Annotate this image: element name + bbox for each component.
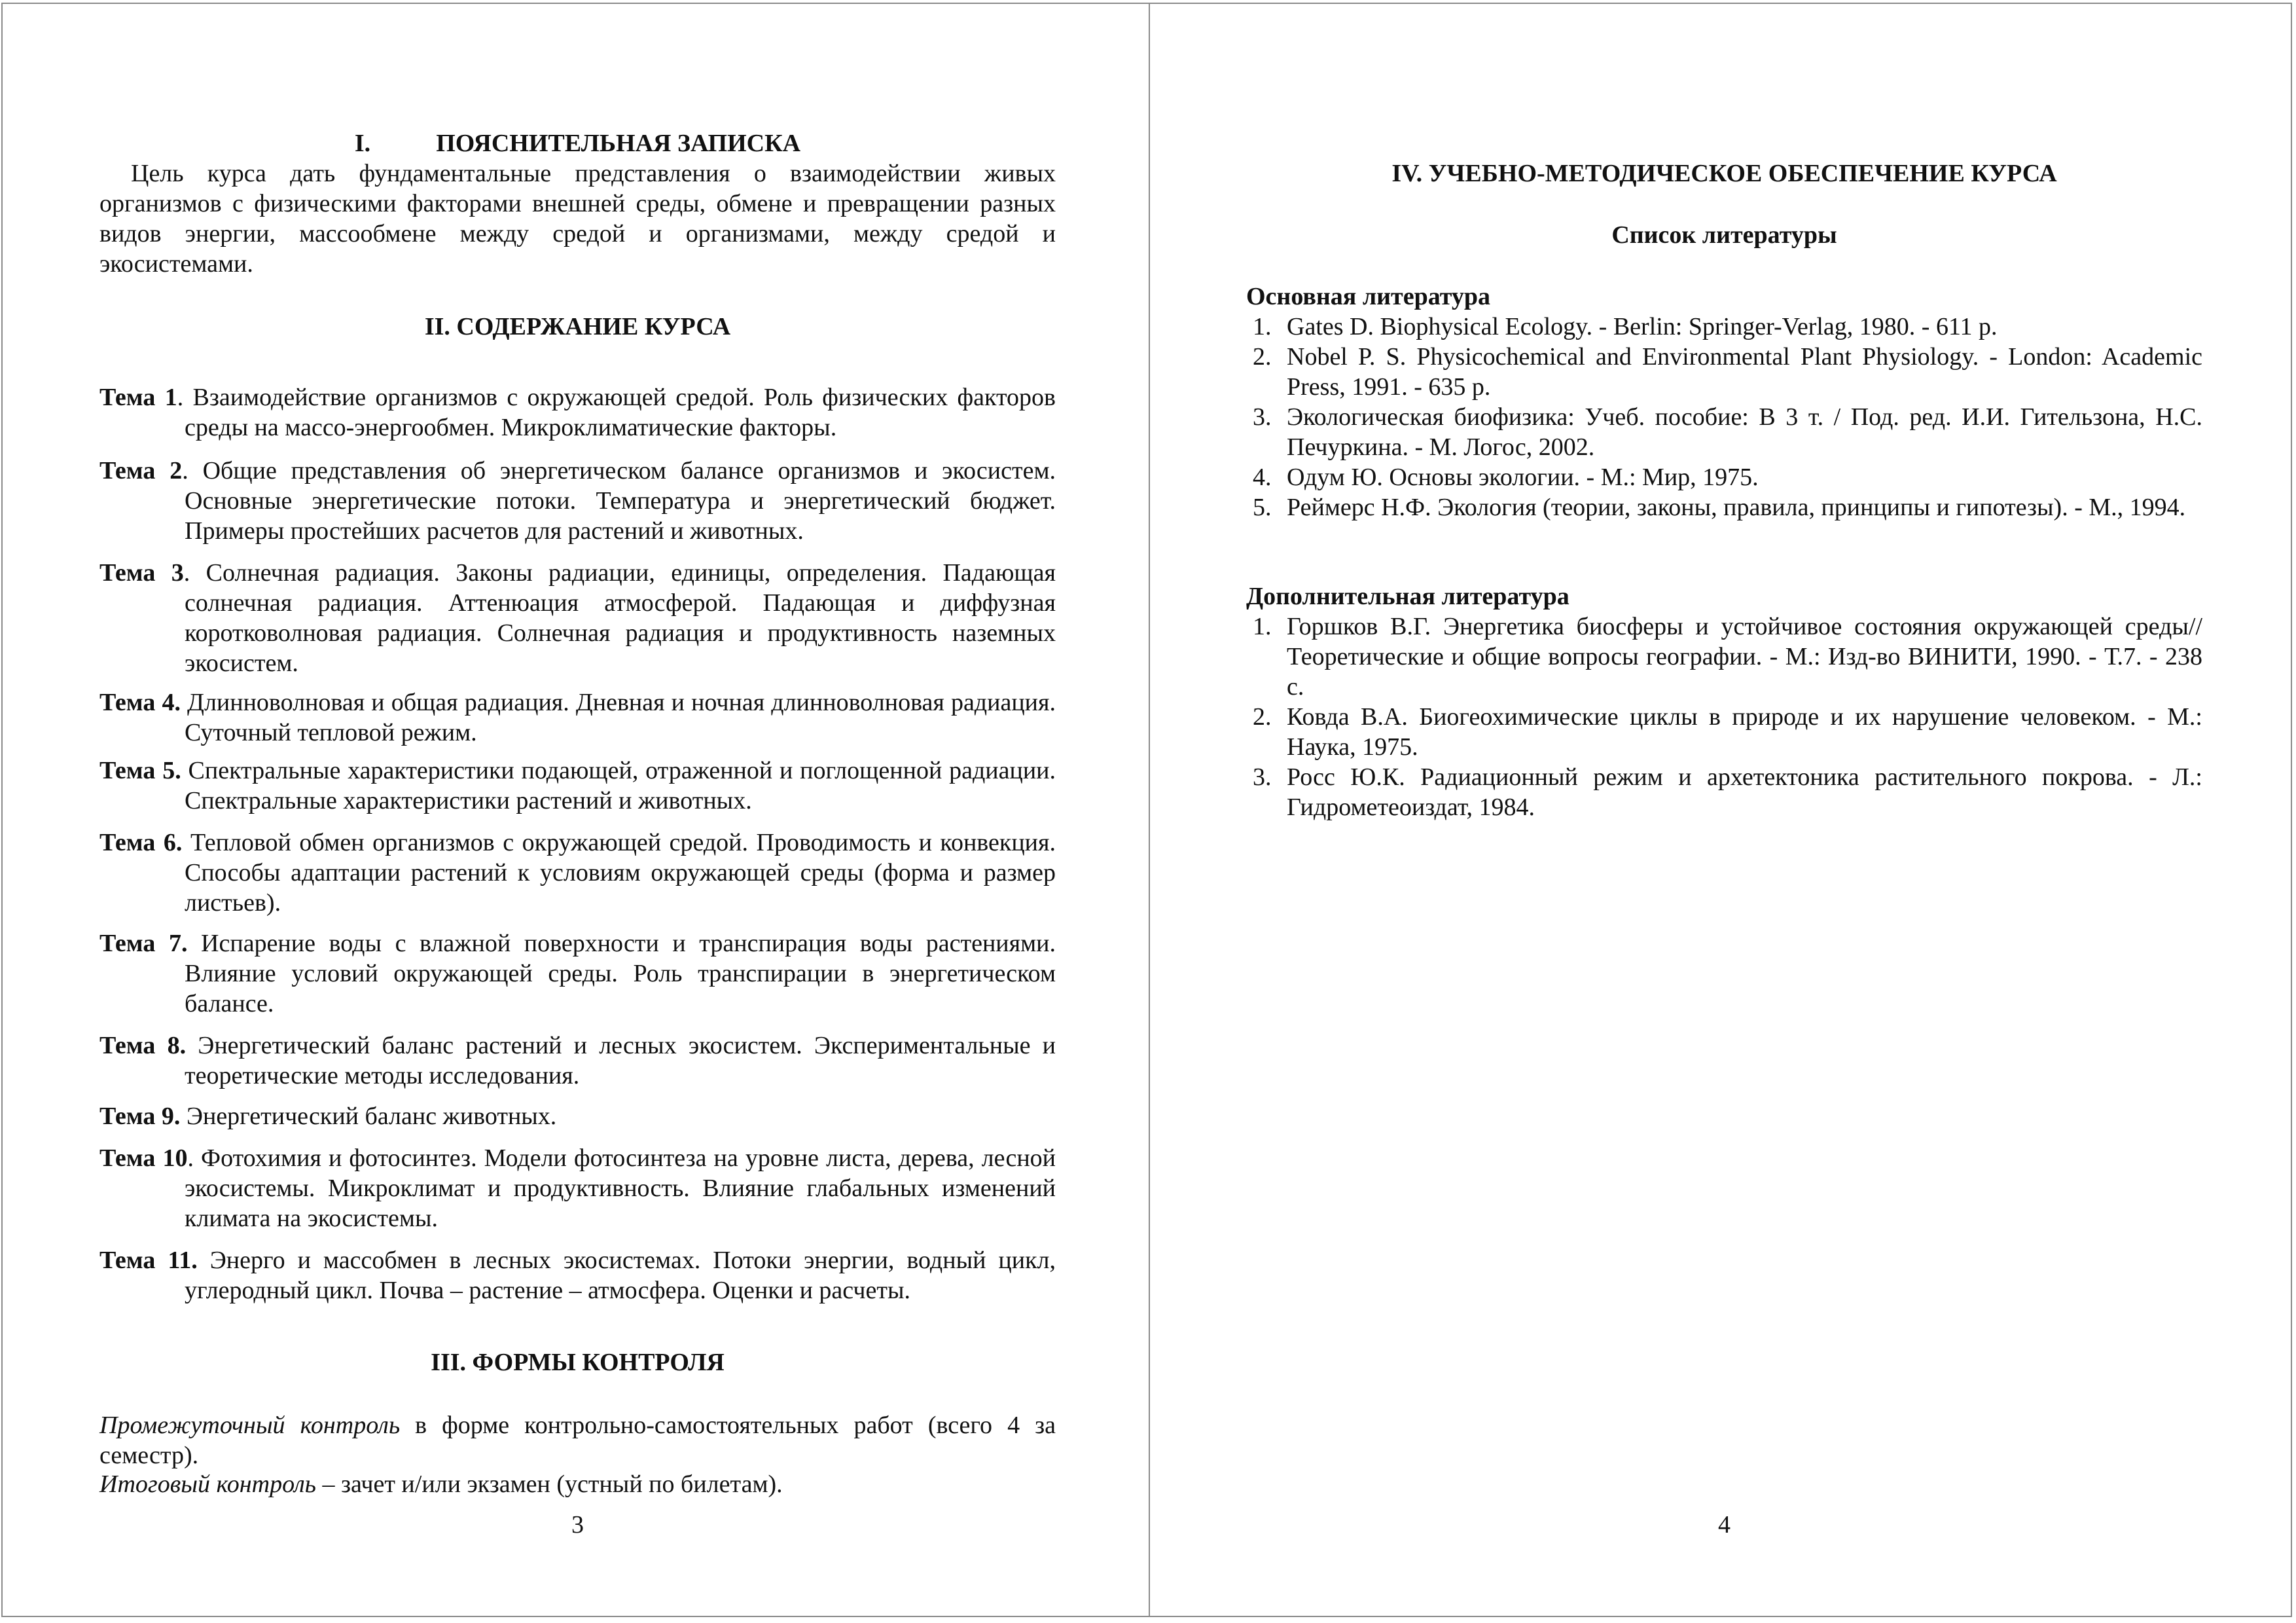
ref-number: 3.	[1253, 763, 1272, 791]
main-literature-heading: Основная литература	[1246, 283, 1491, 310]
ref-text: Росс Ю.К. Радиационный режим и архетектоника растительного покрова. - Л.: Гидрометеоиздат, 1984.	[1287, 763, 2202, 821]
interim-control	[99, 1410, 1056, 1470]
interim-control-text: в форме контрольно-самостоятельных работ (всего 4 за семестр).	[99, 1412, 1056, 1469]
bibliography-title: Список литературы	[1611, 221, 1837, 249]
section-2-title: II. СОДЕРЖАНИЕ КУРСА	[424, 313, 731, 340]
ref-text: Nobel P. S. Physicochemical and Environmental Plant Physiology. - London: Academic Press, 1991. - 635 p.	[1287, 343, 2202, 401]
topic-label: Тема 11.	[99, 1247, 198, 1274]
topic-label: Тема 7.	[99, 930, 188, 957]
topic-label: Тема 9.	[99, 1103, 181, 1130]
page-divider	[1149, 4, 1150, 1616]
topic-text: . Солнечная радиация. Законы радиации, единицы, определения. Падающая солнечная радиация. Аттенюация атмосферой. Падающая и диффузная коротковолновая радиация. Солнечная радиация и продуктивность наземных экосистем.	[183, 559, 1056, 677]
ref-text: Экологическая биофизика: Учеб. пособие: В 3 т. / Под. ред. И.И. Гительзона, Н.С. Печуркина. - М. Логос, 2002.	[1287, 403, 2202, 461]
section-1-title: ПОЯСНИТЕЛЬНАЯ ЗАПИСКА	[436, 130, 801, 157]
topic-5	[99, 756, 1056, 816]
section-1-heading	[99, 128, 1056, 158]
topic-label: Тема 2	[99, 457, 183, 484]
ref-text: Gates D. Biophysical Ecology. - Berlin: Springer-Verlag, 1980. - 611 p.	[1287, 313, 1998, 340]
page-spread	[1, 3, 2292, 1617]
topic-3	[99, 558, 1056, 678]
main-ref-5	[1246, 492, 2202, 522]
ref-number: 2.	[1253, 703, 1272, 731]
topic-2	[99, 456, 1056, 546]
section-1-numeral: I.	[354, 130, 371, 157]
ref-text: Одум Ю. Основы экологии. - М.: Мир, 1975.	[1287, 464, 1759, 491]
topic-text: . Взаимодействие организмов с окружающей средой. Роль физических факторов среды на массо-энергообмен. Микроклиматические факторы.	[177, 384, 1056, 441]
page-number: 4	[1718, 1511, 1731, 1539]
topic-text: Энергетический баланс растений и лесных экосистем. Экспериментальные и теоретические методы исследования.	[185, 1032, 1056, 1089]
topic-text: . Фотохимия и фотосинтез. Модели фотосинтеза на уровне листа, дерева, лесной экосистемы. Микроклимат и продуктивность. Влияние глабальных изменений климата на экосистемы.	[185, 1144, 1056, 1232]
topic-label: Тема 4.	[99, 689, 181, 716]
main-ref-4	[1246, 462, 2202, 492]
ref-number: 3.	[1253, 403, 1272, 431]
topic-text: Тепловой обмен организмов с окружающей средой. Проводимость и конвекция. Способы адаптации растений к условиям окружающей среды (форма и размер листьев).	[182, 829, 1056, 917]
main-ref-2	[1246, 342, 2202, 402]
topic-6	[99, 828, 1056, 918]
ref-number: 5.	[1253, 494, 1272, 521]
ref-text: Реймерс Н.Ф. Экология (теории, законы, правила, принципы и гипотезы). - М., 1994.	[1287, 494, 2186, 521]
page-4	[1246, 4, 2202, 1616]
ref-number: 2.	[1253, 343, 1272, 371]
section-1-text: Цель курса дать фундаментальные представления о взаимодействии живых организмов с физическими факторами внешней среды, обмене и превращении разных видов энергии, массообмене между средой и организмами, между средой и экосистемами.	[99, 160, 1056, 278]
main-ref-1	[1246, 312, 2202, 342]
main-ref-3	[1246, 402, 2202, 462]
topic-label: Тема 8.	[99, 1032, 187, 1059]
ref-number: 4.	[1253, 464, 1272, 491]
extra-ref-2	[1246, 702, 2202, 762]
ref-number: 1.	[1253, 313, 1272, 340]
section-3-title: III. ФОРМЫ КОНТРОЛЯ	[431, 1349, 725, 1376]
interim-control-label: Промежуточный контроль	[99, 1412, 401, 1439]
ref-text: Ковда В.А. Биогеохимические циклы в природе и их нарушение человеком. - М.: Наука, 1975.	[1287, 703, 2202, 761]
extra-ref-1	[1246, 611, 2202, 702]
topic-text: Длинноволновая и общая радиация. Дневная и ночная длинноволновая радиация. Суточный тепловой режим.	[180, 689, 1056, 746]
page-number: 3	[571, 1511, 584, 1539]
ref-number: 1.	[1253, 613, 1272, 640]
extra-ref-3	[1246, 762, 2202, 822]
topic-text: Спектральные характеристики подающей, отраженной и поглощенной радиации. Спектральные характеристики растений и животных.	[181, 757, 1056, 814]
page-3	[99, 4, 1056, 1616]
topic-label: Тема 10	[99, 1144, 188, 1172]
final-control-text: – зачет и/или экзамен (устный по билетам).	[315, 1470, 783, 1498]
topic-text: Энерго и массобмен в лесных экосистемах. Потоки энергии, водный цикл, углеродный цикл. Почва – растение – атмосфера. Оценки и расчеты.	[185, 1247, 1056, 1304]
topic-11	[99, 1245, 1056, 1305]
topic-label: Тема 6.	[99, 829, 183, 856]
topic-9	[99, 1101, 1056, 1131]
topic-text: . Общие представления об энергетическом балансе организмов и экосистем. Основные энергетические потоки. Температура и энергетический бюджет. Примеры простейших расчетов для растений и животных.	[182, 457, 1056, 545]
topic-1	[99, 382, 1056, 443]
final-control-label: Итоговый контроль	[99, 1470, 316, 1498]
section-4-title: IV. УЧЕБНО-МЕТОДИЧЕСКОЕ ОБЕСПЕЧЕНИЕ КУРСА	[1391, 160, 2057, 187]
topic-label: Тема 5.	[99, 757, 181, 784]
topic-text: Испарение воды с влажной поверхности и транспирация воды растениями. Влияние условий окружающей среды. Роль транспирации в энергетическом балансе.	[185, 930, 1056, 1017]
topic-10	[99, 1143, 1056, 1233]
topic-text: Энергетический баланс животных.	[180, 1103, 557, 1130]
topic-label: Тема 3	[99, 559, 184, 587]
topic-label: Тема 1	[99, 384, 177, 411]
final-control	[99, 1469, 1056, 1499]
topic-7	[99, 928, 1056, 1019]
ref-text: Горшков В.Г. Энергетика биосферы и устойчивое состояния окружающей среды// Теоретические и общие вопросы географии. - М.: Изд-во ВИНИТИ, 1990. - Т.7. - 238 с.	[1287, 613, 2202, 701]
topic-8	[99, 1030, 1056, 1091]
extra-literature-heading: Дополнительная литература	[1246, 583, 1570, 610]
topic-4	[99, 687, 1056, 748]
